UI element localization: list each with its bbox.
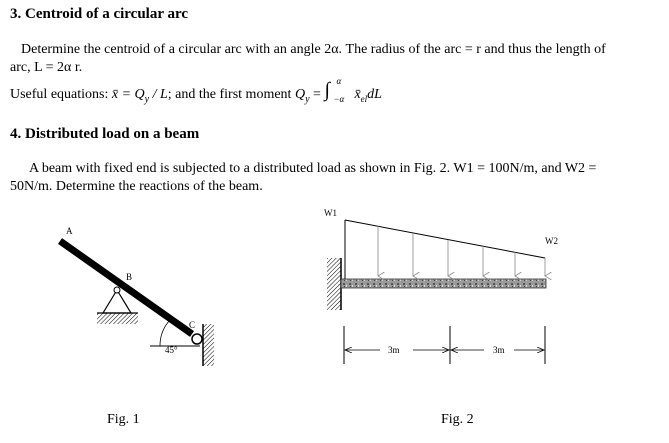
section3-line2: arc, L = 2α r. bbox=[10, 60, 83, 75]
fig1-label-B: B bbox=[126, 272, 133, 282]
fig2-label-W1: W1 bbox=[324, 208, 337, 218]
eq1-rhs: = Q bbox=[121, 87, 145, 102]
eq2-sub: y bbox=[305, 93, 310, 105]
eq2-xsub: el bbox=[360, 93, 368, 104]
fig2-caption: Fig. 2 bbox=[441, 412, 474, 427]
eq1-xbar: x̄ bbox=[111, 87, 119, 102]
eq2-x: x̄ bbox=[354, 87, 361, 102]
useful-prefix: Useful equations: bbox=[10, 87, 109, 102]
section4-line1: A beam with fixed end is subjected to a distributed load as shown in Fig. 2. W1 = 100N/m, and W2 = bbox=[29, 161, 597, 176]
fig1-angle-arc bbox=[160, 320, 170, 346]
fig1-pin-hinge bbox=[114, 287, 120, 293]
eq1-over-L: / L bbox=[152, 87, 168, 102]
fig1-wall-hatch bbox=[203, 324, 214, 366]
eq2-Q: Q bbox=[294, 87, 306, 102]
eq1-sub: y bbox=[144, 93, 150, 105]
fig1-caption: Fig. 1 bbox=[107, 412, 140, 427]
eq2-eq: = bbox=[313, 87, 321, 102]
fig2-beam bbox=[341, 279, 546, 288]
fig2-load-arrows bbox=[378, 226, 545, 276]
fig1-label-A: A bbox=[66, 226, 73, 236]
eq1-sep: ; and the first moment bbox=[167, 87, 292, 102]
fig2-dim2: 3m bbox=[493, 345, 505, 355]
fig2-diagram bbox=[324, 208, 558, 427]
fig2-wall-hatch bbox=[327, 258, 341, 310]
section4-heading: 4. Distributed load on a beam bbox=[10, 126, 200, 142]
fig1-roller bbox=[192, 334, 202, 344]
fig1-angle: 45° bbox=[165, 345, 178, 355]
fig1-label-C: C bbox=[189, 320, 196, 330]
section3-line1: Determine the centroid of a circular arc with an angle 2α. The radius of the arc = r and thus the length of bbox=[21, 42, 606, 57]
fig2-dim1: 3m bbox=[388, 345, 400, 355]
eq2-dL: dL bbox=[367, 87, 382, 102]
fig1-ground-hatch bbox=[97, 313, 138, 324]
section4-line2: 50N/m. Determine the reactions of the beam. bbox=[10, 179, 263, 194]
integral-lower: −α bbox=[333, 94, 345, 104]
integral-sign: ∫ bbox=[324, 79, 330, 101]
integral-upper: α bbox=[336, 76, 342, 86]
fig2-label-W2: W2 bbox=[545, 236, 558, 246]
fig1-diagram bbox=[60, 226, 214, 427]
section3-heading: 3. Centroid of a circular arc bbox=[10, 6, 189, 22]
